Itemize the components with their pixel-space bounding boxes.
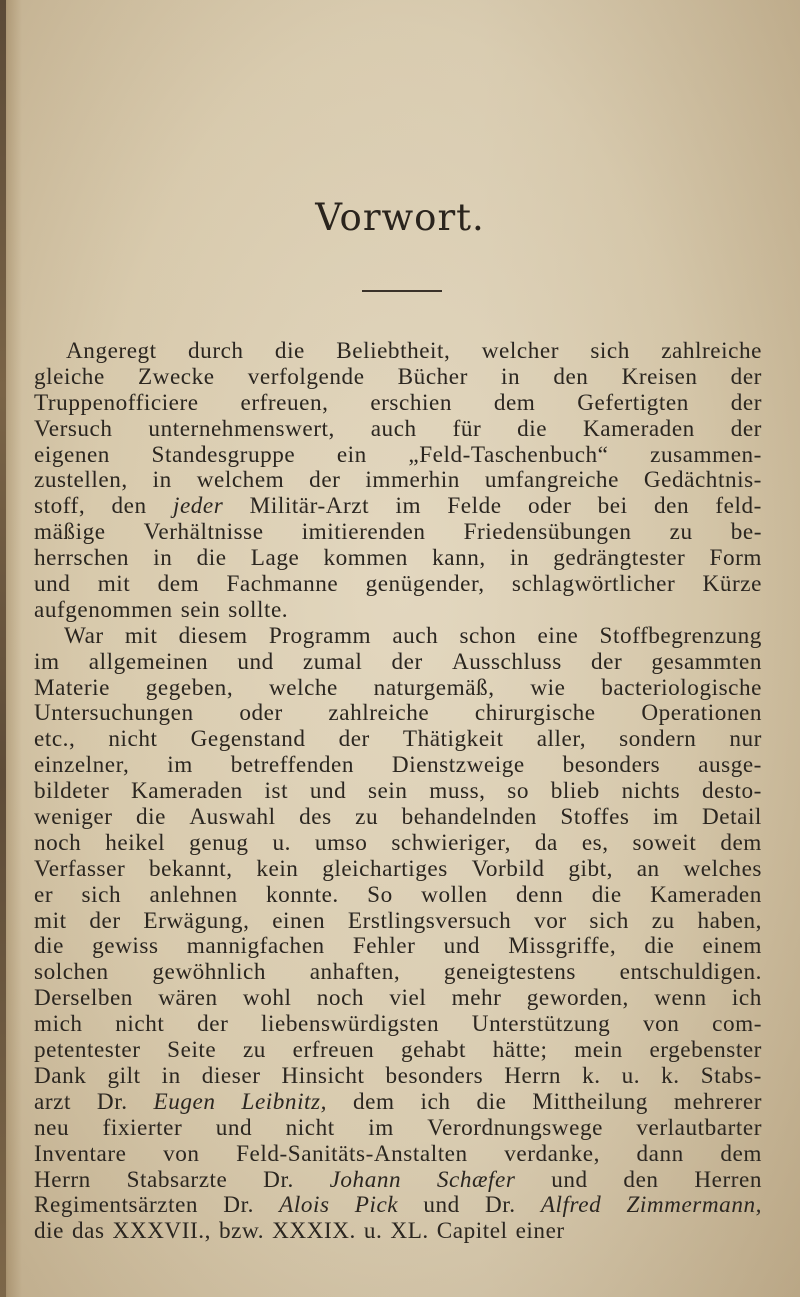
show-through-bleed — [300, 40, 780, 180]
text-line: mit der Erwägung, einen Erstlingsversuch vor sich zu haben, — [34, 907, 762, 934]
text-line: bildeter Kameraden ist und sein muss, so blieb nichts desto- — [34, 778, 762, 805]
text-line: War mit diesem Programm auch schon eine Stoffbegrenzung — [64, 622, 762, 649]
text-line: Regimentsärzten Dr. Alois Pick und Dr. Alfred Zimmermann, — [34, 1192, 762, 1219]
text-line: Inventare von Feld-Sanitäts-Anstalten verdanke, dann dem — [34, 1140, 762, 1167]
text-line: Dank gilt in dieser Hinsicht besonders Herrn k. u. k. Stabs- — [34, 1062, 762, 1089]
text-line: im allgemeinen und zumal der Ausschluss der gesammten — [34, 648, 762, 675]
text-line: und mit dem Fachmanne genügender, schlagwörtlicher Kürze — [34, 571, 762, 598]
text-line: herrschen in die Lage kommen kann, in gedrängtester Form — [34, 545, 762, 572]
text-line: die das XXXVII., bzw. XXXIX. u. XL. Capitel einer — [34, 1218, 565, 1245]
text-line: Verfasser bekannt, kein gleichartiges Vorbild gibt, an welches — [34, 855, 762, 882]
text-line: eigenen Standesgruppe ein „Feld-Taschenbuch“ zusammen- — [34, 441, 762, 468]
text-line: etc., nicht Gegenstand der Thätigkeit aller, sondern nur — [34, 726, 762, 753]
text-line: neu fixierter und nicht im Verordnungswege verlautbarter — [34, 1114, 762, 1141]
paragraph — [34, 339, 762, 624]
text-line: gleiche Zwecke verfolgende Bücher in den Kreisen der — [34, 363, 762, 390]
text-line: aufgenommen sein sollte. — [34, 596, 289, 623]
text-line: arzt Dr. Eugen Leibnitz, dem ich die Mittheilung mehrerer — [34, 1088, 762, 1115]
text-line: er sich anlehnen konnte. So wollen denn die Kameraden — [34, 881, 762, 908]
text-line: Angeregt durch die Beliebtheit, welcher sich zahlreiche — [66, 338, 762, 364]
text-line: Derselben wären wohl noch viel mehr geworden, wenn ich — [34, 985, 762, 1012]
text-line: stoff, den jeder Militär-Arzt im Felde oder bei den feld- — [34, 493, 762, 520]
text-line: einzelner, im betreffenden Dienstzweige besonders ausge- — [34, 752, 762, 779]
text-line: solchen gewöhnlich anhaften, geneigtestens entschuldigen. — [34, 959, 762, 986]
page-heading: Vorwort. — [315, 196, 485, 239]
text-line: Versuch unternehmenswert, auch für die Kameraden der — [34, 415, 762, 442]
text-line: Truppenofficiere erfreuen, erschien dem Gefertigten der — [34, 389, 762, 416]
text-line: Untersuchungen oder zahlreiche chirurgische Operationen — [34, 700, 762, 727]
text-line: mich nicht der liebenswürdigsten Unterstützung von com- — [34, 1011, 762, 1038]
text-line: die gewiss mannigfachen Fehler und Missgriffe, die einem — [34, 933, 762, 960]
text-line: Herrn Stabsarzte Dr. Johann Schæfer und den Herren — [34, 1166, 762, 1193]
text-line: weniger die Auswahl des zu behandelnden Stoffes im Detail — [34, 804, 762, 831]
paragraph — [34, 624, 762, 1245]
text-line: noch heikel genug u. umso schwieriger, da es, soweit dem — [34, 829, 762, 856]
text-line: mäßige Verhältnisse imitierenden Friedensübungen zu be- — [34, 519, 762, 546]
heading-rule — [362, 290, 442, 292]
text-line: petentester Seite zu erfreuen gehabt hätte; mein ergebenster — [34, 1037, 762, 1064]
text-line: Materie gegeben, welche naturgemäß, wie bacteriologische — [34, 674, 762, 701]
body-text — [34, 339, 762, 1245]
text-line: zustellen, in welchem der immerhin umfangreiche Gedächtnis- — [34, 467, 762, 494]
